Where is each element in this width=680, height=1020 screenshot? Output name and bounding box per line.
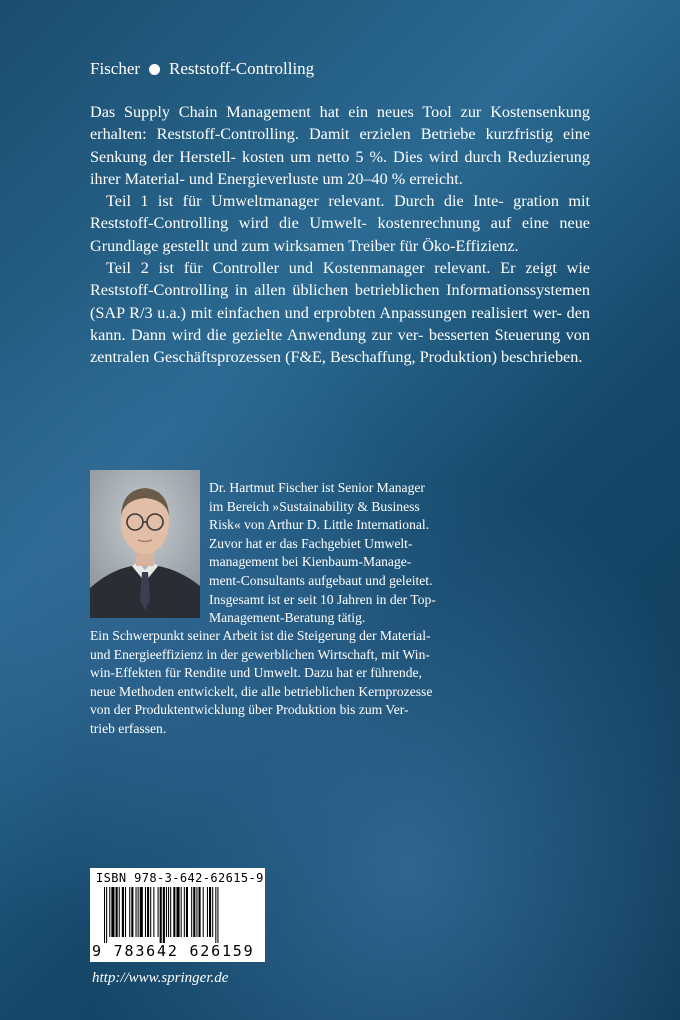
author-name: Fischer xyxy=(90,59,141,78)
bio-line: ment-Consultants aufgebaut und geleitet. xyxy=(209,572,433,588)
bio-line: Zuvor hat er das Fachgebiet Umwelt- xyxy=(209,535,413,551)
text-line: Kostensenkung erhalten: Reststoff-Controlling. Damit xyxy=(90,103,590,144)
text-line: Teil 2 ist für Controller und Kostenmanager relevant. xyxy=(106,259,491,278)
blurb-paragraph-2 xyxy=(90,190,590,257)
text-line: zum wirksamen Treiber für Öko-Effizienz. xyxy=(241,236,519,255)
author-bio-intro xyxy=(209,479,481,628)
author-bio-continued xyxy=(90,627,480,739)
text-line: einfachen und erprobten Anpassungen realisiert wer- xyxy=(217,303,562,322)
blurb-paragraph-1 xyxy=(90,101,590,190)
isbn-label: ISBN 978-3-642-62615-9 xyxy=(96,871,264,885)
author-portrait xyxy=(90,470,200,618)
book-header xyxy=(90,58,314,80)
text-line: Material- und Energieverluste um 20–40 % erreicht. xyxy=(124,169,463,188)
text-line: gration mit Reststoff-Controlling wird die Umwelt- xyxy=(90,192,590,233)
text-line: den kann. Dann wird die gezielte Anwendung zur ver- xyxy=(90,303,591,344)
blurb-paragraph-3 xyxy=(90,257,590,368)
text-line: Er zeigt wie Reststoff-Controlling in allen üblichen xyxy=(90,259,590,300)
text-line: erzielen Betriebe kurzfristig eine Senkung der Herstell- xyxy=(90,125,591,166)
text-line: betrieblichen Informationssystemen (SAP R/3 u.a.) mit xyxy=(90,281,591,322)
ean-digits: 9 783642 626159 xyxy=(92,942,255,960)
text-line: Teil 1 ist für Umweltmanager relevant. Durch die Inte- xyxy=(106,192,504,211)
text-line: kostenrechnung auf eine neue Grundlage gestellt und xyxy=(90,214,590,255)
bio-line: Risk« von Arthur D. Little International. xyxy=(209,517,430,533)
bio-line: im Bereich »Sustainability & Business xyxy=(209,498,420,514)
text-line: kosten um netto 5 %. Dies wird durch Reduzierung ihrer xyxy=(90,147,590,188)
bio-line: management bei Kienbaum-Manage- xyxy=(209,554,412,570)
bio-line: Dr. Hartmut Fischer ist Senior Manager xyxy=(209,480,425,495)
bio-line: Management-Beratung tätig. xyxy=(209,610,366,626)
bullet-dot-icon xyxy=(149,64,160,75)
publisher-url[interactable]: http://www.springer.de xyxy=(92,970,229,986)
blurb-text xyxy=(90,101,590,369)
author-portrait-image xyxy=(90,470,200,618)
bio-line: und Energieeffizienz in der gewerblichen Wirtschaft, mit Win- xyxy=(90,646,430,662)
bio-line: von der Produktentwicklung über Produktion bis zum Ver- xyxy=(90,702,409,718)
text-line: (F&E, Beschaffung, Produktion) beschrieben. xyxy=(285,348,583,367)
bio-line: Ein Schwerpunkt seiner Arbeit ist die Steigerung der Material- xyxy=(90,628,431,643)
bio-line: win-Effekten für Rendite und Umwelt. Dazu hat er führende, xyxy=(90,665,422,681)
barcode-icon xyxy=(104,887,254,943)
text-line: Das Supply Chain Management hat ein neues Tool zur xyxy=(90,103,482,121)
bio-line: neue Methoden entwickelt, die alle betrieblichen Kernprozesse xyxy=(90,683,433,699)
bio-line: Insgesamt ist er seit 10 Jahren in der Top- xyxy=(209,591,436,607)
text-line: besserten Steuerung von zentralen Geschäftsprozessen xyxy=(90,325,590,367)
isbn-barcode xyxy=(90,868,265,962)
book-title: Reststoff-Controlling xyxy=(169,59,315,78)
bio-line: trieb erfassen. xyxy=(90,720,167,736)
